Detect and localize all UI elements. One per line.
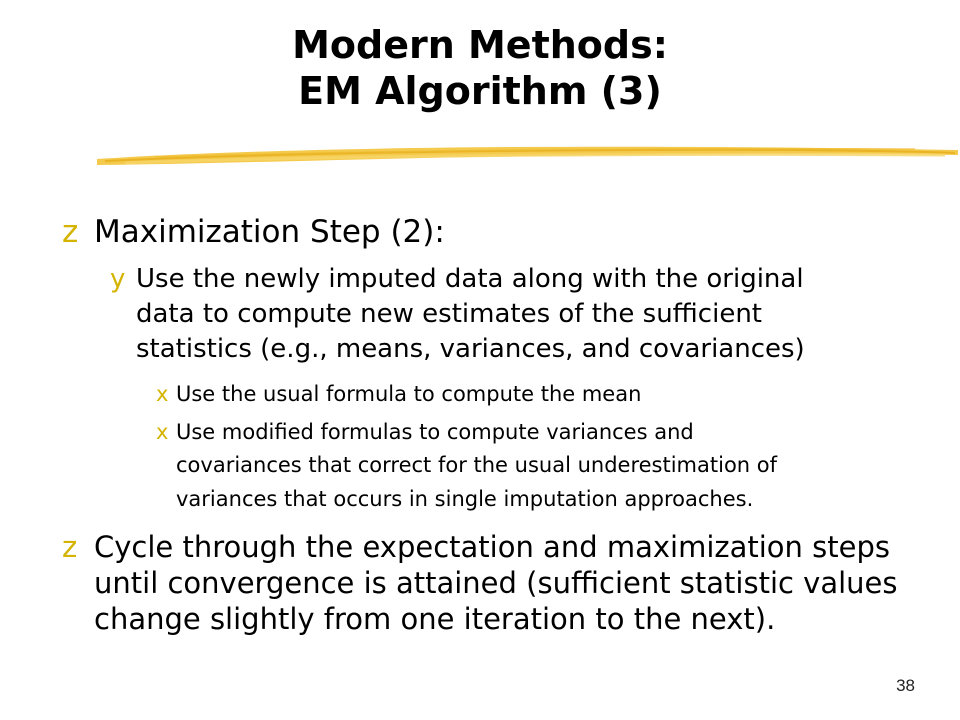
bullet-z-icon: z: [62, 530, 78, 564]
page-number: 38: [896, 676, 915, 695]
sub-line-1: Use the newly imputed data along with the original: [136, 264, 804, 294]
bullet-x-icon: x: [156, 420, 169, 444]
subsub2-line-2: covariances that correct for the usual underestimation of: [176, 453, 778, 477]
maximization-heading: Maximization Step (2):: [94, 214, 445, 250]
sub-line-2: data to compute new estimates of the sufficient: [136, 299, 762, 329]
subsub2-line-3: variances that occurs in single imputation approaches.: [176, 487, 754, 511]
title-underline-brushstroke: [95, 138, 960, 174]
slide-title: [0, 22, 960, 114]
title-line-1: Modern Methods:: [292, 23, 668, 67]
cycle-line-2: until convergence is attained (sufficient statistic values: [94, 566, 898, 600]
cycle-line-1: Cycle through the expectation and maximization steps: [94, 530, 890, 564]
bullet-z-icon: z: [62, 214, 79, 250]
subsub2-line-1: Use modified formulas to compute variances and: [176, 420, 694, 444]
title-line-2: EM Algorithm (3): [298, 69, 662, 113]
bullet-x-icon: x: [156, 382, 169, 406]
sub-line-3: statistics (e.g., means, variances, and covariances): [136, 334, 805, 364]
cycle-line-3: change slightly from one iteration to the next).: [94, 602, 776, 636]
bullet-y-icon: y: [110, 264, 126, 294]
subsub-mean-text: Use the usual formula to compute the mean: [176, 382, 642, 406]
